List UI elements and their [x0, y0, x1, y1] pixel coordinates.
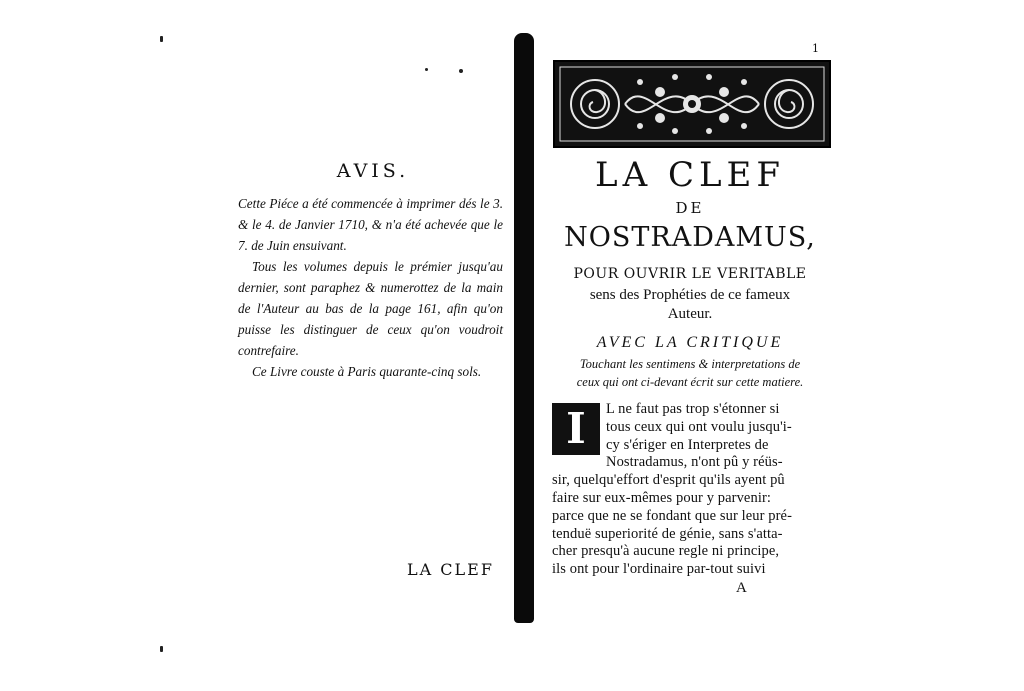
body-line: parce que ne se fondant que sur leur pré-: [552, 507, 793, 524]
critique-heading: AVEC LA CRITIQUE: [596, 334, 784, 351]
floral-ornament-icon: [555, 62, 829, 146]
catchword: LA CLEF: [407, 560, 494, 579]
body-line: ils ont pour l'ordinaire par-tout suivi: [552, 561, 766, 578]
subtitle-line-1: POUR OUVRIR LE VERITABLE: [573, 266, 807, 282]
subtitle-line-3: Auteur.: [667, 306, 713, 322]
avis-paragraph-authentication: Tous les volumes depuis le prémier jusqu'au dernier, sont paraphez & numerottez de la main de l'Auteur au bas de la page 161, afin qu'on puisse les distinguer de ceux qu'on voudroit contrefaire.: [238, 259, 503, 358]
ink-speck: [459, 69, 463, 73]
body-line: L ne faut pas trop s'étonner si: [606, 401, 780, 417]
critique-subtitle: [552, 355, 828, 391]
body-line: cy s'ériger en Interpretes de: [606, 436, 769, 453]
body-line: tous ceux qui ont voulu jusqu'i-: [606, 418, 792, 435]
body-line: sir, quelqu'effort d'esprit qu'ils ayent pû: [552, 472, 785, 489]
title-de: DE: [675, 199, 705, 217]
body-line: Nostradamus, n'ont pû y réüs-: [606, 454, 783, 471]
body-line: cher presqu'à aucune regle ni principe,: [552, 543, 780, 560]
subtitle-line-2: sens des Prophéties de ce fameux: [589, 287, 791, 303]
ornamental-headpiece-icon: [553, 60, 831, 148]
avis-heading: AVIS.: [336, 160, 410, 182]
avis-notice: [238, 193, 503, 382]
ink-speck: [160, 646, 163, 652]
ink-speck: [425, 68, 428, 71]
critique-line-2: ceux qui ont ci-devant écrit sur cette matiere.: [576, 375, 804, 389]
title-la-clef: LA CLEF: [595, 155, 785, 195]
avis-paragraph-price: Ce Livre couste à Paris quarante-cinq sols.: [252, 364, 482, 379]
avis-paragraph-printing-dates: Cette Piéce a été commencée à imprimer dés le 3. & le 4. de Janvier 1710, & n'a été achevée que le 7. de Juin ensuivant.: [238, 196, 503, 253]
body-line: tenduë superiorité de génie, sans s'atta-: [552, 525, 783, 542]
signature-mark: A: [736, 580, 747, 596]
title-nostradamus: NOSTRADAMUS,: [564, 222, 816, 253]
critique-line-1: Touchant les sentimens & interpretations de: [579, 357, 801, 371]
page-number: 1: [812, 42, 819, 55]
decorated-dropcap: I: [552, 403, 600, 455]
book-gutter: [514, 33, 534, 623]
body-line: faire sur eux-mêmes pour y parvenir:: [552, 490, 772, 506]
ink-speck: [160, 36, 163, 42]
